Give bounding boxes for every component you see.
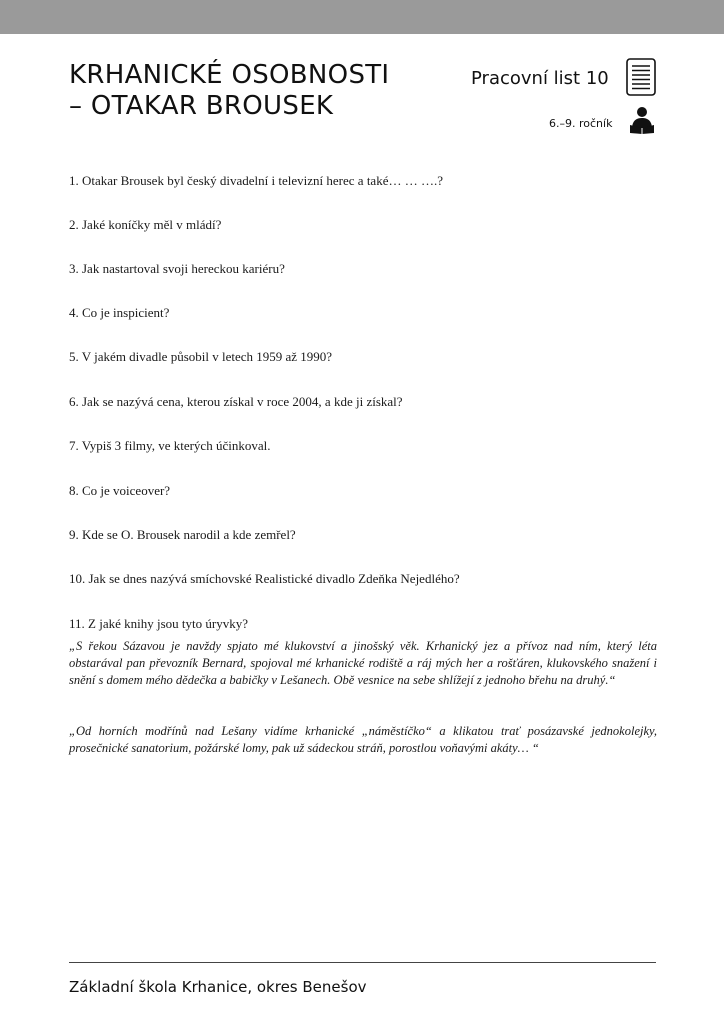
footer-divider [69, 962, 656, 963]
question-10: 10. Jak se dnes nazývá smíchovské Realistické divadlo Zdeňka Nejedlého? [69, 571, 460, 586]
excerpt-1: „S řekou Sázavou je navždy spjato mé klukovství a jinošský věk. Krhanický jez a přívoz nad ním, který léta obstarával pan převozník Bernard, spojoval mé krhanické rodiště a ráj mých her a rošťáren, klukovského snažení i snění s domem mého dědečka a babičky v Lešanech. Obě vesnice na sebe shlížejí z jednoho břehu na druhý.“ [69, 639, 657, 687]
question-4: 4. Co je inspicient? [69, 305, 170, 320]
title-line-1: KRHANICKÉ OSOBNOSTI [69, 60, 390, 90]
question-3: 3. Jak nastartoval svoji hereckou kariéru? [69, 261, 285, 276]
page-title [69, 60, 389, 122]
title-line-2: – OTAKAR BROUSEK [69, 91, 334, 121]
reading-student-icon [627, 106, 657, 134]
footer-school-name: Základní škola Krhanice, okres Benešov [69, 978, 367, 996]
question-8: 8. Co je voiceover? [69, 483, 171, 498]
excerpt-2: „Od horních modřínů nad Lešany vidíme krhanické „náměstíčko“ a klikatou trať posázavské jednokolejky, prosečnické sanatorium, požárské lomy, pak už sádeckou stráň, porostlou voňavými akáty… “ [69, 724, 657, 755]
grade-label: 6.–9. ročník [549, 117, 613, 130]
question-11: 11. Z jaké knihy jsou tyto úryvky? [69, 616, 248, 631]
question-7: 7. Vypiš 3 filmy, ve kterých účinkoval. [69, 438, 271, 453]
question-2: 2. Jaké koníčky měl v mládí? [69, 217, 222, 232]
question-5: 5. V jakém divadle působil v letech 1959 až 1990? [69, 349, 333, 364]
question-6: 6. Jak se nazývá cena, kterou získal v roce 2004, a kde ji získal? [69, 394, 403, 409]
worksheet-label: Pracovní list 10 [471, 68, 609, 89]
question-1: 1. Otakar Brousek byl český divadelní i televizní herec a také… … ….? [69, 173, 443, 188]
worksheet-icon [626, 58, 656, 96]
question-9: 9. Kde se O. Brousek narodil a kde zemřel? [69, 527, 296, 542]
top-bar [0, 0, 724, 34]
